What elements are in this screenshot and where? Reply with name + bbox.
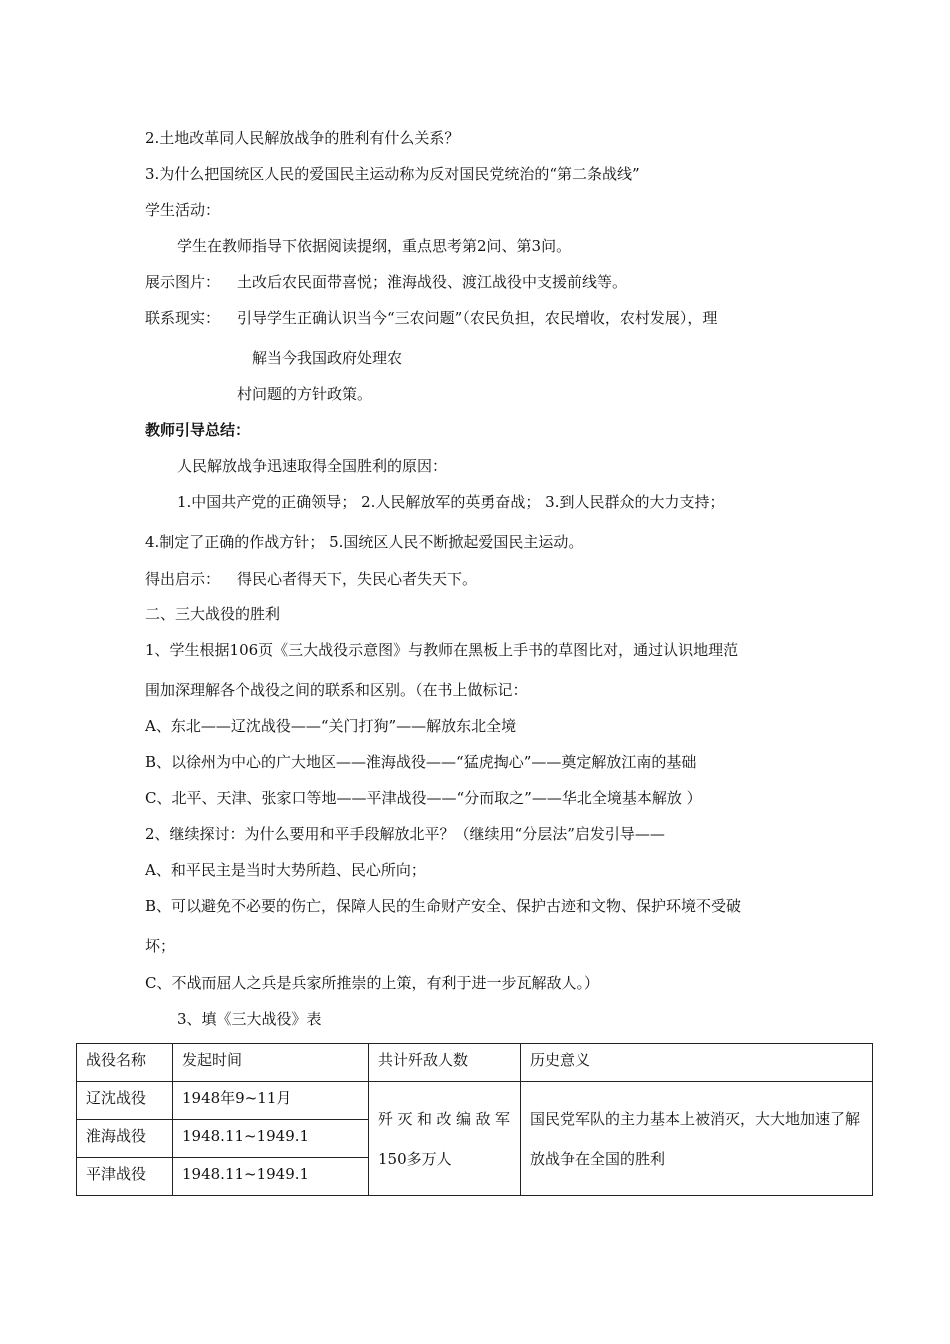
section-2-p1-line-2: 围加深理解各个战役之间的联系和区别。（在书上做标记： bbox=[145, 681, 528, 699]
battle-name-cell: 平津战役 bbox=[77, 1158, 173, 1196]
section-2-p1-line-1: 1、学生根据106页《三大战役示意图》与教师在黑板上手书的草图比对，通过认识地理范 bbox=[145, 641, 739, 659]
section-2-p2: 2、继续探讨：为什么要用和平手段解放北平？（继续用“分层法”启发引导—— bbox=[145, 825, 665, 843]
link-reality-text-3: 村问题的方针政策。 bbox=[237, 385, 373, 403]
summary-reasons-line-1: 1.中国共产党的正确领导； 2.人民解放军的英勇奋战； 3.到人民群众的大力支持； bbox=[177, 493, 725, 511]
enemy-count-cell: 歼灭和改编敌军150多万人 bbox=[369, 1082, 521, 1196]
battle-name-cell: 辽沈战役 bbox=[77, 1082, 173, 1120]
enlightenment-label: 得出启示： bbox=[145, 570, 221, 588]
battle-c: C、北平、天津、张家口等地——平津战役——“分而取之”——华北全境基本解放 ） bbox=[145, 789, 702, 807]
header-start-time: 发起时间 bbox=[173, 1044, 369, 1082]
table-row bbox=[77, 1082, 873, 1120]
header-battle-name: 战役名称 bbox=[77, 1044, 173, 1082]
table-header-row bbox=[77, 1044, 873, 1082]
section-2-title: 二、三大战役的胜利 bbox=[145, 605, 281, 623]
battle-time-cell: 1948.11~1949.1 bbox=[173, 1120, 369, 1158]
section-2-p2-c: C、不战而屈人之兵是兵家所推崇的上策，有利于进一步瓦解敌人。） bbox=[145, 974, 599, 992]
student-activity-text: 学生在教师指导下依据阅读提纲，重点思考第2问、第3问。 bbox=[177, 237, 572, 255]
link-reality-text-2: 解当今我国政府处理农 bbox=[252, 349, 403, 367]
battle-time-cell: 1948年9~11月 bbox=[173, 1082, 369, 1120]
section-2-p3: 3、填《三大战役》表 bbox=[177, 1010, 322, 1028]
section-2-p2-a: A、和平民主是当时大势所趋、民心所向； bbox=[145, 861, 426, 879]
teacher-summary-heading: 教师引导总结： bbox=[145, 421, 251, 439]
link-reality-label: 联系现实： bbox=[145, 309, 221, 327]
battles-table bbox=[76, 1043, 873, 1196]
section-2-p2-b-line-1: B、可以避免不必要的伤亡，保障人民的生命财产安全、保护古迹和文物、保护环境不受破 bbox=[145, 897, 742, 915]
question-3: 3.为什么把国统区人民的爱国民主运动称为反对国民党统治的“第二条战线” bbox=[145, 165, 640, 183]
student-activity-heading: 学生活动： bbox=[145, 201, 221, 219]
question-2: 2.土地改革同人民解放战争的胜利有什么关系？ bbox=[145, 129, 460, 147]
significance-cell: 国民党军队的主力基本上被消灭，大大地加速了解放战争在全国的胜利 bbox=[521, 1082, 873, 1196]
battle-time-cell: 1948.11~1949.1 bbox=[173, 1158, 369, 1196]
header-enemy-count: 共计歼敌人数 bbox=[369, 1044, 521, 1082]
summary-reasons-line-2: 4.制定了正确的作战方针； 5.国统区人民不断掀起爱国民主运动。 bbox=[145, 533, 584, 551]
show-pictures-text: 土改后农民面带喜悦；淮海战役、渡江战役中支援前线等。 bbox=[237, 273, 628, 291]
battle-b: B、以徐州为中心的广大地区——淮海战役——“猛虎掏心”——奠定解放江南的基础 bbox=[145, 753, 697, 771]
link-reality-text-1: 引导学生正确认识当今“三农问题”（农民负担，农民增收，农村发展），理 bbox=[237, 309, 718, 327]
summary-intro: 人民解放战争迅速取得全国胜利的原因： bbox=[177, 457, 448, 475]
enlightenment-text: 得民心者得天下，失民心者失天下。 bbox=[237, 570, 478, 588]
header-significance: 历史意义 bbox=[521, 1044, 873, 1082]
battle-a: A、东北——辽沈战役——“关门打狗”——解放东北全境 bbox=[145, 717, 517, 735]
section-2-p2-b-line-2: 坏； bbox=[145, 937, 176, 955]
show-pictures-label: 展示图片： bbox=[145, 273, 221, 291]
battle-name-cell: 淮海战役 bbox=[77, 1120, 173, 1158]
